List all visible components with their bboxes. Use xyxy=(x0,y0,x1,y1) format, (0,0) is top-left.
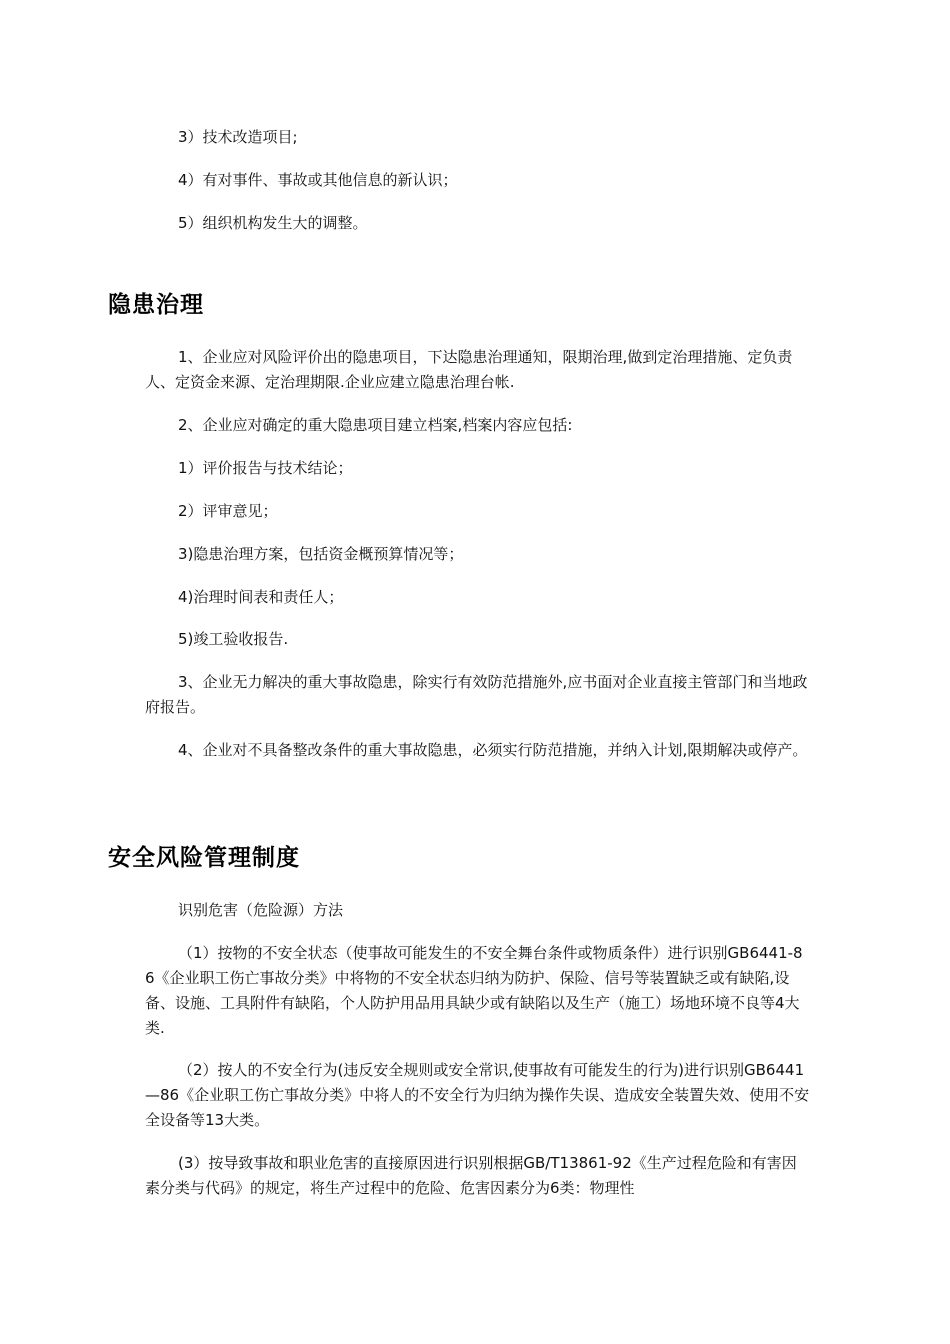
list-item: 1）评价报告与技术结论； xyxy=(178,459,353,477)
paragraph: （1）按物的不安全状态（使事故可能发生的不安全舞台条件或物质条件）进行识别GB6441-86《企业职工伤亡事故分类》中将物的不安全状态归纳为防护、保险、信号等装置缺乏或有缺陷,设备、设施、工具附件有缺陷，个人防护用品用具缺少或有缺陷以及生产（施工）场地环境不良等4大类. xyxy=(145,944,803,1037)
paragraph: 3、企业无力解决的重大事故隐患，除实行有效防范措施外,应书面对企业直接主管部门和当地政府报告。 xyxy=(145,673,808,716)
paragraph: 1、企业应对风险评价出的隐患项目，下达隐患治理通知，限期治理,做到定治理措施、定负责人、定资金来源、定治理期限.企业应建立隐患治理台帐. xyxy=(145,348,793,391)
paragraph: 4、企业对不具备整改条件的重大事故隐患，必须实行防范措施，并纳入计划,限期解决或停产。 xyxy=(178,741,808,759)
paragraph: (3）按导致事故和职业危害的直接原因进行识别根据GB/T13861-92《生产过程危险和有害因素分类与代码》的规定，将生产过程中的危险、危害因素分为6类：物理性 xyxy=(145,1154,797,1197)
paragraph: 识别危害（危险源）方法 xyxy=(178,901,344,919)
list-item: 3)隐患治理方案，包括资金概预算情况等； xyxy=(178,545,464,563)
intro-item: 5）组织机构发生大的调整。 xyxy=(178,214,368,232)
intro-item: 3）技术改造项目; xyxy=(178,128,298,146)
list-item: 4)治理时间表和责任人； xyxy=(178,588,344,606)
list-item: 5)竣工验收报告. xyxy=(178,630,289,648)
list-item: 2）评审意见； xyxy=(178,502,278,520)
section-heading-hazard-governance: 隐患治理 xyxy=(108,292,204,318)
paragraph: 2、企业应对确定的重大隐患项目建立档案,档案内容应包括: xyxy=(178,416,573,434)
paragraph: （2）按人的不安全行为(违反安全规则或安全常识,使事故有可能发生的行为)进行识别GB6441—86《企业职工伤亡事故分类》中将人的不安全行为归纳为操作失误、造成安全装置失效、使用不安全设备等13大类。 xyxy=(145,1061,810,1129)
section-heading-risk-management: 安全风险管理制度 xyxy=(108,845,300,871)
intro-item: 4）有对事件、事故或其他信息的新认识； xyxy=(178,171,458,189)
